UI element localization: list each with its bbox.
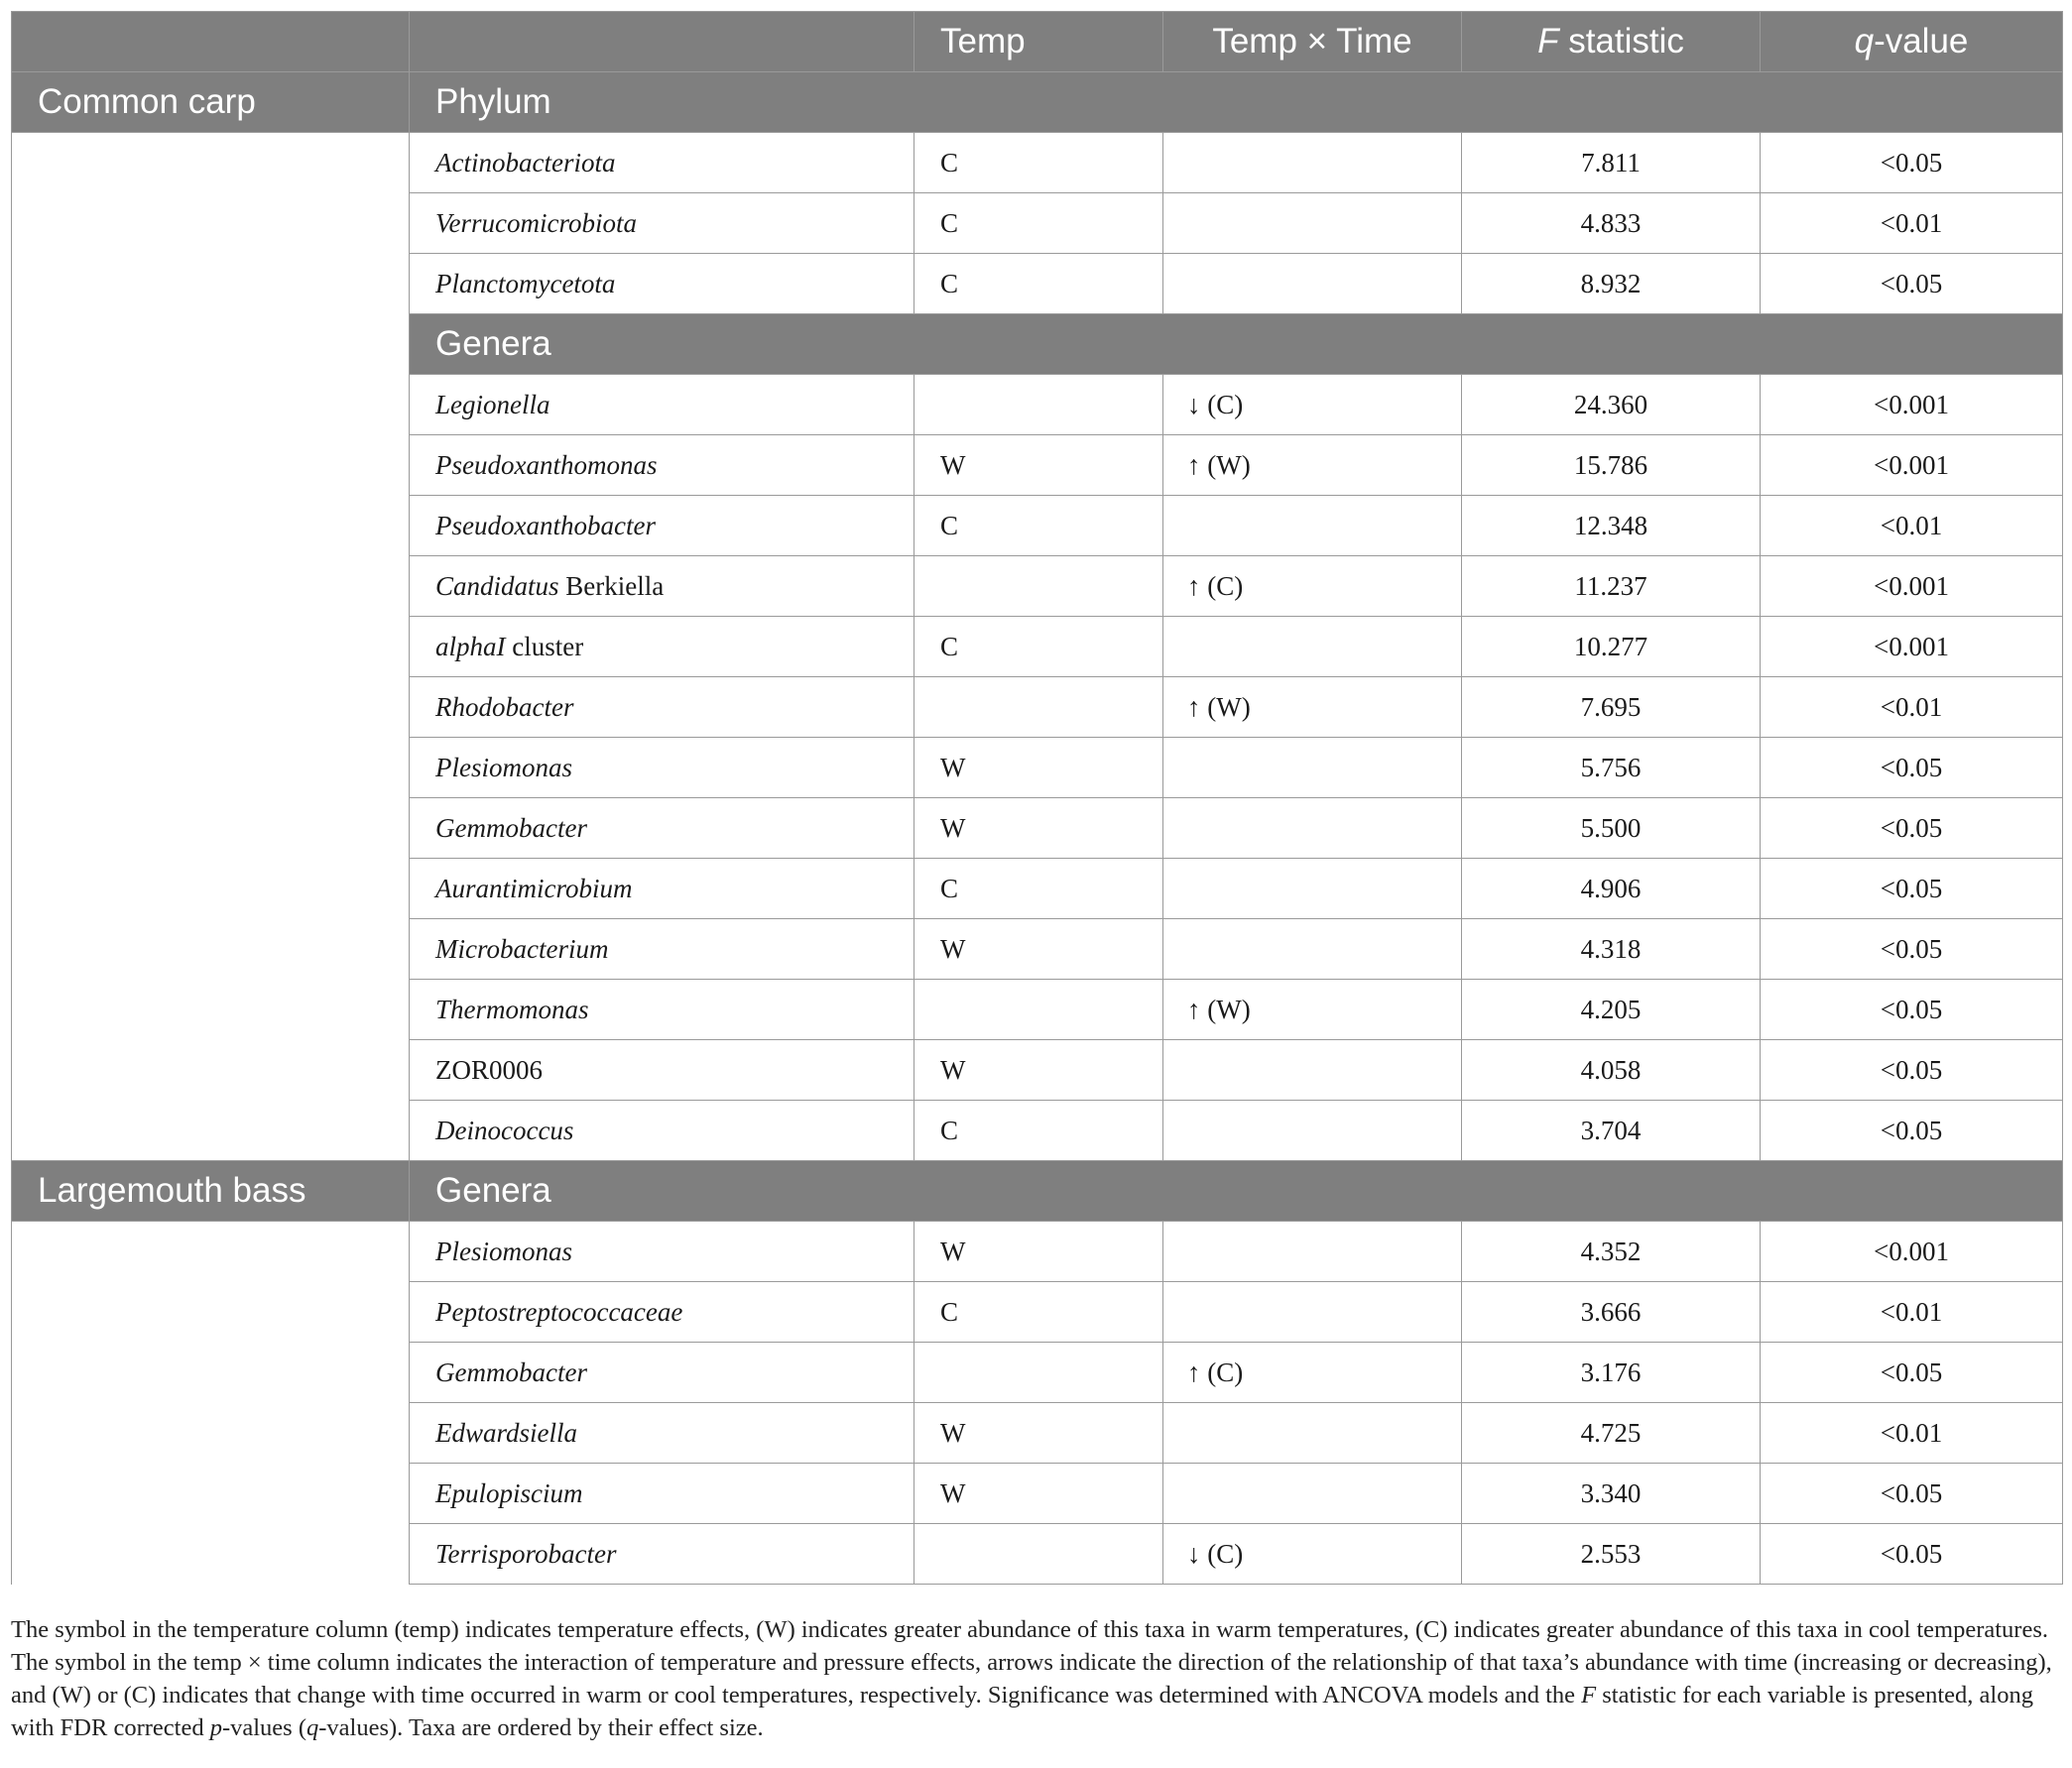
taxon-name: Verrucomicrobiota xyxy=(435,207,637,238)
taxon-name: Legionella xyxy=(435,389,550,419)
table-row xyxy=(12,1343,2063,1403)
species-spacer-cell xyxy=(12,1403,410,1464)
species-spacer-cell xyxy=(12,798,410,859)
taxon-name: Planctomycetota xyxy=(435,268,616,298)
temp-time-cell: ↑ (W) xyxy=(1163,677,1462,738)
species-spacer-cell xyxy=(12,435,410,496)
temp-time-cell xyxy=(1163,1040,1462,1101)
temp-cell xyxy=(914,1343,1163,1403)
temp-cell: W xyxy=(914,798,1163,859)
taxon-cell xyxy=(410,254,914,314)
temp-time-cell: ↑ (C) xyxy=(1163,556,1462,617)
temp-time-cell: ↑ (W) xyxy=(1163,980,1462,1040)
taxon-cell xyxy=(410,980,914,1040)
table-row xyxy=(12,798,2063,859)
species-spacer-cell xyxy=(12,556,410,617)
table-row xyxy=(12,919,2063,980)
taxon-cell xyxy=(410,617,914,677)
taxon-cell xyxy=(410,496,914,556)
temp-time-cell xyxy=(1163,254,1462,314)
table-row xyxy=(12,1282,2063,1343)
taxon-name: Plesiomonas xyxy=(435,1236,572,1266)
taxon-name: Pseudoxanthomonas xyxy=(435,449,658,480)
table-row xyxy=(12,375,2063,435)
table-row xyxy=(12,677,2063,738)
f-statistic-cell: 2.553 xyxy=(1462,1524,1761,1585)
header-temp: Temp xyxy=(914,12,1163,72)
temp-time-cell xyxy=(1163,1222,1462,1282)
temp-cell xyxy=(914,556,1163,617)
species-spacer-cell xyxy=(12,375,410,435)
bass-genera-label: Genera xyxy=(410,1161,2063,1222)
taxon-cell xyxy=(410,193,914,254)
species-spacer-cell xyxy=(12,496,410,556)
temp-time-cell: ↑ (W) xyxy=(1163,435,1462,496)
taxa-table xyxy=(11,11,2063,1585)
f-statistic-cell: 11.237 xyxy=(1462,556,1761,617)
f-statistic-cell: 12.348 xyxy=(1462,496,1761,556)
header-q-value: q-value xyxy=(1761,12,2063,72)
temp-cell: W xyxy=(914,738,1163,798)
taxon-name: Pseudoxanthobacter xyxy=(435,510,656,540)
taxon-name: Epulopiscium xyxy=(435,1477,583,1508)
temp-time-cell: ↑ (C) xyxy=(1163,1343,1462,1403)
species-spacer-cell xyxy=(12,254,410,314)
temp-cell: W xyxy=(914,435,1163,496)
species-spacer-cell xyxy=(12,314,410,375)
temp-time-cell xyxy=(1163,798,1462,859)
f-statistic-cell: 15.786 xyxy=(1462,435,1761,496)
temp-cell: C xyxy=(914,496,1163,556)
q-value-cell: <0.001 xyxy=(1761,375,2063,435)
q-value-cell: <0.001 xyxy=(1761,617,2063,677)
temp-time-cell: ↓ (C) xyxy=(1163,1524,1462,1585)
table-row xyxy=(12,1040,2063,1101)
species-spacer-cell xyxy=(12,1464,410,1524)
species-spacer-cell xyxy=(12,193,410,254)
taxon-name: Gemmobacter xyxy=(435,812,587,843)
q-value-cell: <0.05 xyxy=(1761,1343,2063,1403)
temp-time-cell xyxy=(1163,1403,1462,1464)
q-value-cell: <0.001 xyxy=(1761,1222,2063,1282)
table-row xyxy=(12,133,2063,193)
species-spacer-cell xyxy=(12,1343,410,1403)
header-temp-time: Temp × Time xyxy=(1163,12,1462,72)
taxon-name: Rhodobacter xyxy=(435,691,574,722)
species-spacer-cell xyxy=(12,859,410,919)
species-spacer-cell xyxy=(12,738,410,798)
temp-cell xyxy=(914,677,1163,738)
bass-genera-group-row xyxy=(12,1161,2063,1222)
taxon-name: Aurantimicrobium xyxy=(435,873,633,903)
carp-phylum-label: Phylum xyxy=(410,72,2063,133)
taxon-cell xyxy=(410,1524,914,1585)
header-f-statistic: F statistic xyxy=(1462,12,1761,72)
species-spacer-cell xyxy=(12,919,410,980)
taxon-cell xyxy=(410,556,914,617)
carp-genera-label: Genera xyxy=(410,314,2063,375)
temp-time-cell: ↓ (C) xyxy=(1163,375,1462,435)
taxon-cell xyxy=(410,677,914,738)
taxon-name-italic: alphaI xyxy=(435,631,506,661)
q-value-cell: <0.05 xyxy=(1761,798,2063,859)
q-value-cell: <0.001 xyxy=(1761,435,2063,496)
q-value-cell: <0.05 xyxy=(1761,1464,2063,1524)
header-row xyxy=(12,12,2063,72)
f-statistic-cell: 5.756 xyxy=(1462,738,1761,798)
taxon-name-rest: Berkiella xyxy=(558,570,665,601)
table-row xyxy=(12,859,2063,919)
table-row xyxy=(12,496,2063,556)
taxon-name: Plesiomonas xyxy=(435,752,572,782)
taxon-name: Deinococcus xyxy=(435,1115,574,1145)
f-statistic-cell: 7.695 xyxy=(1462,677,1761,738)
temp-cell xyxy=(914,980,1163,1040)
temp-cell: C xyxy=(914,133,1163,193)
temp-cell: C xyxy=(914,1282,1163,1343)
q-value-cell: <0.01 xyxy=(1761,677,2063,738)
table-footnote: The symbol in the temperature column (temp) indicates temperature effects, (W) indicates greater abundance of this taxa in warm temperatures, (C) indicates greater abundance of this taxa in cool temperatures. The symbol in the temp × time column indicates the interaction of temperature and pressure effects, arrows indicate the direction of the relationship of that taxa’s abundance with time (increasing or decreasing), and (W) or (C) indicates that change with time occurred in warm or cool temperatures, respectively. Significance was determined with ANCOVA models and the F statistic for each variable is presented, along with FDR corrected p-values (q-values). Taxa are ordered by their effect size. xyxy=(11,1616,2052,1741)
table-body xyxy=(12,72,2063,1585)
f-statistic-cell: 24.360 xyxy=(1462,375,1761,435)
taxon-cell xyxy=(410,859,914,919)
table-row xyxy=(12,254,2063,314)
f-statistic-cell: 5.500 xyxy=(1462,798,1761,859)
temp-cell: C xyxy=(914,193,1163,254)
temp-cell: C xyxy=(914,254,1163,314)
f-statistic-cell: 4.725 xyxy=(1462,1403,1761,1464)
table-row xyxy=(12,1403,2063,1464)
taxon-name: Thermomonas xyxy=(435,994,589,1024)
temp-cell: W xyxy=(914,1464,1163,1524)
taxon-cell xyxy=(410,798,914,859)
species-spacer-cell xyxy=(12,1101,410,1161)
q-value-cell: <0.05 xyxy=(1761,859,2063,919)
species-spacer-cell xyxy=(12,133,410,193)
species-spacer-cell xyxy=(12,617,410,677)
carp-genera-group-row xyxy=(12,314,2063,375)
f-statistic-cell: 3.666 xyxy=(1462,1282,1761,1343)
q-value-cell: <0.05 xyxy=(1761,980,2063,1040)
table-row xyxy=(12,435,2063,496)
temp-cell: C xyxy=(914,859,1163,919)
carp-phylum-group-row xyxy=(12,72,2063,133)
temp-cell xyxy=(914,1524,1163,1585)
taxon-name: Terrisporobacter xyxy=(435,1538,617,1569)
taxon-name: Actinobacteriota xyxy=(435,147,616,177)
temp-time-cell xyxy=(1163,1282,1462,1343)
temp-cell: W xyxy=(914,1222,1163,1282)
species-spacer-cell xyxy=(12,980,410,1040)
q-value-cell: <0.01 xyxy=(1761,193,2063,254)
temp-time-cell xyxy=(1163,133,1462,193)
taxon-cell xyxy=(410,1403,914,1464)
q-value-cell: <0.05 xyxy=(1761,254,2063,314)
taxon-name-rest: cluster xyxy=(505,631,584,661)
results-table-container xyxy=(11,11,2062,1585)
f-statistic-cell: 3.704 xyxy=(1462,1101,1761,1161)
taxon-cell xyxy=(410,919,914,980)
species-label: Common carp xyxy=(12,72,410,133)
table-row xyxy=(12,1464,2063,1524)
temp-time-cell xyxy=(1163,1464,1462,1524)
table-row xyxy=(12,193,2063,254)
taxon-cell xyxy=(410,1282,914,1343)
temp-cell: C xyxy=(914,1101,1163,1161)
temp-cell: W xyxy=(914,919,1163,980)
temp-time-cell xyxy=(1163,193,1462,254)
table-row xyxy=(12,1101,2063,1161)
table-row xyxy=(12,980,2063,1040)
table-row xyxy=(12,738,2063,798)
taxon-cell xyxy=(410,738,914,798)
q-value-cell: <0.05 xyxy=(1761,738,2063,798)
taxon-cell xyxy=(410,133,914,193)
taxon-name: Peptostreptococcaceae xyxy=(435,1296,683,1327)
species-spacer-cell xyxy=(12,677,410,738)
species-label: Largemouth bass xyxy=(12,1161,410,1222)
f-statistic-cell: 3.176 xyxy=(1462,1343,1761,1403)
taxon-name-italic: Candidatus xyxy=(435,570,559,601)
table-row xyxy=(12,617,2063,677)
f-statistic-cell: 8.932 xyxy=(1462,254,1761,314)
temp-cell: C xyxy=(914,617,1163,677)
header-empty-1 xyxy=(12,12,410,72)
temp-cell: W xyxy=(914,1403,1163,1464)
taxon-cell xyxy=(410,375,914,435)
q-value-cell: <0.01 xyxy=(1761,1403,2063,1464)
species-spacer-cell xyxy=(12,1040,410,1101)
f-statistic-cell: 10.277 xyxy=(1462,617,1761,677)
taxon-cell xyxy=(410,435,914,496)
q-value-cell: <0.05 xyxy=(1761,1040,2063,1101)
taxon-cell xyxy=(410,1222,914,1282)
q-value-cell: <0.001 xyxy=(1761,556,2063,617)
q-value-cell: <0.01 xyxy=(1761,496,2063,556)
f-statistic-cell: 4.318 xyxy=(1462,919,1761,980)
f-statistic-cell: 4.058 xyxy=(1462,1040,1761,1101)
q-value-cell: <0.05 xyxy=(1761,133,2063,193)
species-spacer-cell xyxy=(12,1282,410,1343)
q-value-cell: <0.05 xyxy=(1761,919,2063,980)
species-spacer-cell xyxy=(12,1222,410,1282)
f-statistic-cell: 3.340 xyxy=(1462,1464,1761,1524)
temp-cell xyxy=(914,375,1163,435)
temp-time-cell xyxy=(1163,1101,1462,1161)
temp-time-cell xyxy=(1163,738,1462,798)
table-row xyxy=(12,1222,2063,1282)
taxon-name: Microbacterium xyxy=(435,933,609,964)
f-statistic-cell: 4.205 xyxy=(1462,980,1761,1040)
temp-time-cell xyxy=(1163,919,1462,980)
temp-time-cell xyxy=(1163,617,1462,677)
q-value-cell: <0.05 xyxy=(1761,1101,2063,1161)
temp-time-cell xyxy=(1163,496,1462,556)
taxon-cell xyxy=(410,1040,914,1101)
f-statistic-cell: 7.811 xyxy=(1462,133,1761,193)
f-statistic-cell: 4.352 xyxy=(1462,1222,1761,1282)
header-empty-2 xyxy=(410,12,914,72)
temp-time-cell xyxy=(1163,859,1462,919)
species-spacer-cell xyxy=(12,1524,410,1585)
taxon-cell xyxy=(410,1464,914,1524)
table-row xyxy=(12,1524,2063,1585)
table-row xyxy=(12,556,2063,617)
taxon-cell xyxy=(410,1343,914,1403)
taxon-cell xyxy=(410,1101,914,1161)
taxon-name: Gemmobacter xyxy=(435,1356,587,1387)
q-value-cell: <0.01 xyxy=(1761,1282,2063,1343)
f-statistic-cell: 4.906 xyxy=(1462,859,1761,919)
f-statistic-cell: 4.833 xyxy=(1462,193,1761,254)
q-value-cell: <0.05 xyxy=(1761,1524,2063,1585)
temp-cell: W xyxy=(914,1040,1163,1101)
taxon-name: Edwardsiella xyxy=(435,1417,578,1448)
taxon-name: ZOR0006 xyxy=(435,1054,543,1085)
